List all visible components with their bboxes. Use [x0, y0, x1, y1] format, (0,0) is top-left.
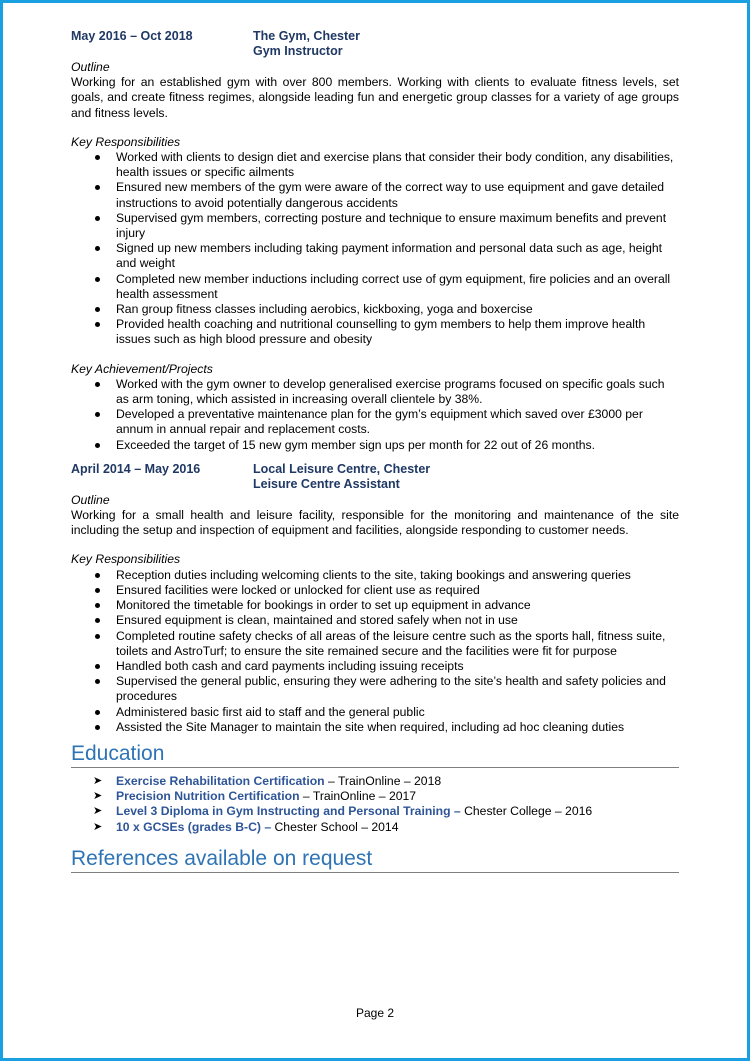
achievements-label: Key Achievement/Projects: [71, 361, 213, 376]
arrow-bullet-icon: ➤: [93, 774, 103, 787]
list-item: Handled both cash and card payments including issuing receipts: [116, 659, 679, 674]
outline-text: Working for a small health and leisure facility, responsible for the monitoring and maintenance of the site including the setup and inspection of equipment and facilities, alongside responding to customer needs.: [71, 508, 679, 538]
education-detail: Chester College – 2016: [460, 804, 593, 819]
job-header: [71, 462, 679, 492]
list-item: Ensured facilities were locked or unlocked for client use as required: [116, 583, 679, 598]
list-item: Supervised the general public, ensuring they were adhering to the site’s health and safety policies and procedures: [116, 674, 679, 704]
job-title: Leisure Centre Assistant: [253, 476, 400, 491]
job-org: [253, 462, 430, 492]
job-employer: Local Leisure Centre, Chester: [253, 461, 431, 476]
education-title: Precision Nutrition Certification: [116, 789, 300, 804]
education-item: [93, 804, 679, 819]
education-list: [71, 774, 679, 835]
list-item: Ensured equipment is clean, maintained and stored safely when not in use: [116, 613, 679, 628]
list-item: Assisted the Site Manager to maintain the site when required, including ad hoc cleaning duties: [116, 720, 679, 735]
education-detail: – TrainOnline – 2017: [299, 789, 417, 804]
job-org: [253, 29, 360, 59]
education-heading: Education: [71, 742, 679, 768]
outline-label: Outline: [71, 492, 110, 507]
arrow-bullet-icon: ➤: [93, 805, 103, 818]
list-item: Supervised gym members, correcting posture and technique to ensure maximum benefits and prevent injury: [116, 211, 679, 241]
job-header: [71, 29, 679, 59]
arrow-bullet-icon: ➤: [93, 820, 103, 833]
responsibilities-list: [71, 150, 679, 348]
list-item: Provided health coaching and nutritional counselling to gym members to help them improve health issues such as high blood pressure and obesity: [116, 317, 679, 347]
education-title: 10 x GCSEs (grades B-C) –: [116, 819, 272, 834]
arrow-bullet-icon: ➤: [93, 790, 103, 803]
list-item: Exceeded the target of 15 new gym member sign ups per month for 22 out of 26 months.: [116, 438, 679, 453]
list-item: Reception duties including welcoming clients to the site, taking bookings and answering queries: [116, 568, 679, 583]
references-heading: References available on request: [71, 847, 679, 873]
responsibilities-list: [71, 568, 679, 735]
responsibilities-label: Key Responsibilities: [71, 134, 181, 149]
job-employer: The Gym, Chester: [253, 29, 360, 43]
job-title: Gym Instructor: [253, 44, 343, 58]
page-number: Page 2: [355, 1006, 395, 1020]
list-item: Worked with the gym owner to develop generalised exercise programs focused on specific goals such as arm toning, which assisted in increasing overall clientele by 38%.: [116, 377, 679, 407]
education-item: [93, 789, 679, 804]
list-item: Administered basic first aid to staff and the general public: [116, 705, 679, 720]
education-item: [93, 773, 679, 789]
achievements-list: [71, 377, 679, 453]
list-item: Signed up new members including taking payment information and personal data such as age, height and weight: [116, 241, 679, 271]
responsibilities-label: Key Responsibilities: [71, 552, 181, 567]
job-dates: May 2016 – Oct 2018: [71, 29, 193, 43]
education-item: [93, 819, 679, 835]
education-detail: Chester School – 2014: [271, 819, 399, 834]
list-item: Completed routine safety checks of all areas of the leisure centre such as the sports hall, fitness suite, toilets and AstroTurf; to ensure the site remained secure and the facilities were fit for purpose: [116, 629, 679, 659]
list-item: Completed new member inductions including correct use of gym equipment, fire policies and an overall health assessment: [116, 272, 679, 302]
list-item: Worked with clients to design diet and exercise plans that consider their body condition, any disabilities, health issues or specific ailments: [116, 150, 679, 180]
list-item: Ran group fitness classes including aerobics, kickboxing, yoga and boxercise: [116, 302, 679, 317]
list-item: Developed a preventative maintenance plan for the gym’s equipment which saved over £3000 per annum in annual repair and replacement costs.: [116, 407, 679, 437]
job-entry-gym: [71, 29, 679, 453]
list-item: Ensured new members of the gym were aware of the correct way to use equipment and gave detailed instructions to avoid potentially dangerous accidents: [116, 180, 679, 210]
education-detail: – TrainOnline – 2018: [324, 773, 442, 788]
education-title: Exercise Rehabilitation Certification: [116, 773, 325, 788]
outline-label: Outline: [71, 60, 110, 74]
outline-text: Working for an established gym with over 800 members. Working with clients to evaluate fitness levels, set goals, and create fitness regimes, alongside leading fun and energetic group classes for a variety of age groups and fitness levels.: [71, 75, 679, 120]
job-entry-leisure-centre: [71, 462, 679, 735]
job-dates: April 2014 – May 2016: [71, 461, 201, 476]
list-item: Monitored the timetable for bookings in order to set up equipment in advance: [116, 598, 679, 613]
education-title: Level 3 Diploma in Gym Instructing and Personal Training –: [116, 804, 461, 819]
